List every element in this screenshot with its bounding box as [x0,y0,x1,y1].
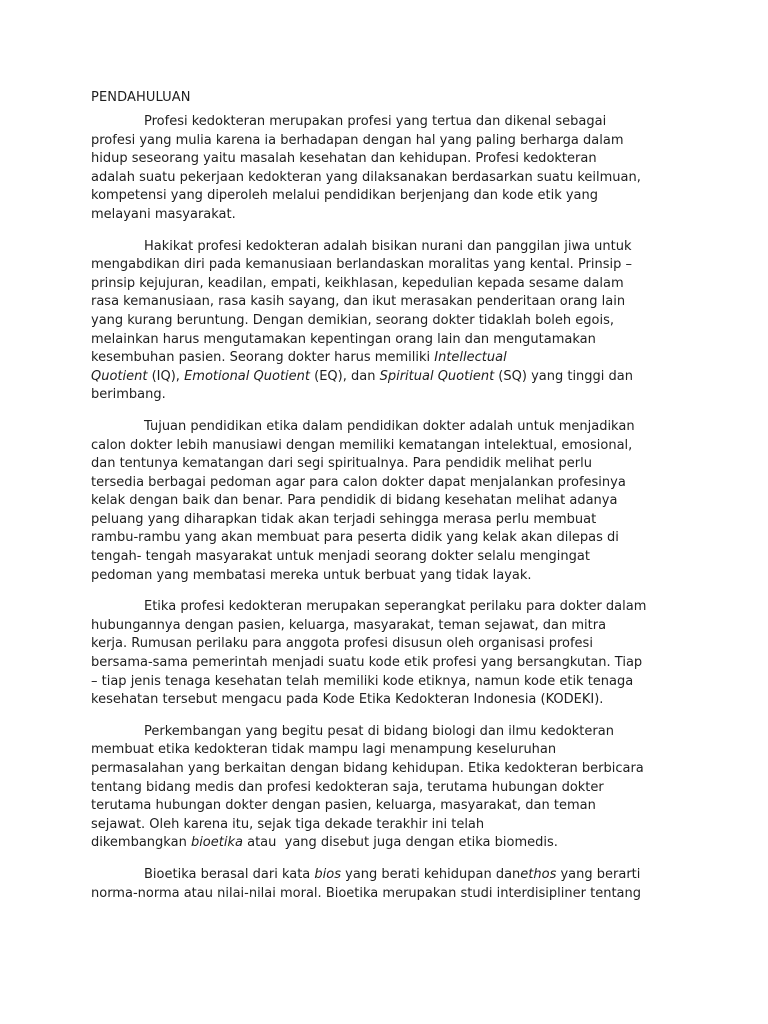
paragraph-line: terutama hubungan dokter dengan pasien, keluarga, masyarakat, dan teman [91,798,596,814]
paragraph-2 [91,238,678,405]
paragraph-line: bersama-sama pemerintah menjadi suatu kode etik profesi yang bersangkutan. Tiap [91,655,643,671]
paragraph-line [91,866,678,885]
paragraph-line: tengah- tengah masyarakat untuk menjadi seorang dokter selalu mengingat [91,549,590,565]
paragraph-line: permasalahan yang berkaitan dengan bidang kehidupan. Etika kedokteran berbicara [91,761,644,776]
paragraph-line: kerja. Rumusan perilaku para anggota profesi disusun oleh organisasi profesi [91,636,593,652]
text-run: atau yang disebut juga dengan etika biomedis. [242,835,558,851]
text-run: yang berarti [556,866,641,882]
paragraph-line: Etika profesi kedokteran merupakan seperangkat perilaku para dokter dalam [144,599,647,615]
paragraph-line: kompetensi yang diperoleh melalui pendidikan berjenjang dan kode etik yang [91,188,599,204]
paragraph-line: norma-norma atau nilai-nilai moral. Bioetika merupakan studi interdisipliner tentang [91,885,641,901]
italic-term: Spiritual Quotient [379,368,495,384]
paragraph-line: Hakikat profesi kedokteran adalah bisikan nurani dan panggilan jiwa untuk [144,238,632,254]
paragraph-line: adalah suatu pekerjaan kedokteran yang dilaksanakan berdasarkan suatu keilmuan, [91,169,641,185]
text-run: Bioetika berasal dari kata [144,866,315,882]
paragraph-line: rambu-rambu yang akan membuat para peserta didik yang kelak akan dilepas di [91,530,619,546]
paragraph-line: Profesi kedokteran merupakan profesi yang tertua dan dikenal sebagai [144,114,607,129]
paragraph-line: Perkembangan yang begitu pesat di bidang biologi dan ilmu kedokteran [144,723,614,739]
paragraph-line: sejawat. Oleh karena itu, sejak tiga dekade terakhir ini telah [91,816,485,832]
italic-term: ethos [520,866,557,882]
paragraph-4 [91,598,678,710]
text-run: dikembangkan [91,835,191,851]
text-run: yang berati kehidupan dan [341,866,521,882]
paragraph-line: hidup seseorang yaitu masalah kesehatan dan kehidupan. Profesi kedokteran [91,151,597,167]
paragraph-6 [91,866,678,903]
paragraph-5 [91,723,678,853]
paragraph-line: hubungannya dengan pasien, keluarga, masyarakat, teman sejawat, dan mitra [91,617,607,633]
paragraph-line: melainkan harus mengutamakan kepentingan orang lain dan mengutamakan [91,331,596,347]
paragraph-line: mengabdikan diri pada kemanusiaan berlandaskan moralitas yang kental. Prinsip – [91,257,633,273]
paragraph-line [91,368,678,387]
text-run: kesembuhan pasien. Seorang dokter harus memiliki [91,350,435,366]
paragraph-line: peluang yang diharapkan tidak akan terjadi sehingga merasa perlu membuat [91,511,597,527]
paragraph-line: profesi yang mulia karena ia berhadapan dengan hal yang paling berharga dalam [91,132,624,148]
paragraph-line: calon dokter lebih manusiawi dengan memiliki kematangan intelektual, emosional, [91,437,633,453]
paragraph-line: – tiap jenis tenaga kesehatan telah memiliki kode etiknya, namun kode etik tenaga [91,673,634,689]
paragraph-line: kelak dengan baik dan benar. Para pendidik di bidang kesehatan melihat adanya [91,493,618,509]
document-page [91,89,678,903]
text-run: (IQ), [147,368,185,384]
paragraph-1 [91,113,678,225]
text-run: (EQ), dan [310,368,380,384]
italic-term: Emotional Quotient [184,368,310,384]
paragraph-line: dan tentunya kematangan dari segi spiritualnya. Para pendidik melihat perlu [91,456,592,472]
paragraph-line: berimbang. [91,387,166,403]
italic-term: Intellectual [434,350,507,366]
paragraph-line: rasa kemanusiaan, rasa kasih sayang, dan ikut merasakan penderitaan orang lain [91,294,626,310]
paragraph-line: prinsip kejujuran, keadilan, empati, keikhlasan, kepedulian kepada sesame dalam [91,275,624,291]
page-title: PENDAHULUAN [91,90,191,105]
paragraph-line: pedoman yang membatasi mereka untuk berbuat yang tidak layak. [91,567,532,583]
paragraph-line: yang kurang beruntung. Dengan demikian, seorang dokter tidaklah boleh egois, [91,312,615,328]
paragraph-3 [91,418,678,585]
paragraph-line: tersedia berbagai pedoman agar para calon dokter dapat menjalankan profesinya [91,474,626,490]
italic-term: bios [314,866,341,882]
paragraph-line: tentang bidang medis dan profesi kedokteran saja, terutama hubungan dokter [91,779,604,795]
text-run: (SQ) yang tinggi dan [494,368,634,384]
paragraph-line: membuat etika kedokteran tidak mampu lagi menampung keseluruhan [91,742,557,758]
paragraph-line [91,349,678,368]
paragraph-line [91,834,678,853]
italic-term: Quotient [91,368,148,384]
paragraph-line: kesehatan tersebut mengacu pada Kode Etika Kedokteran Indonesia (KODEKI). [91,692,604,708]
italic-term: bioetika [190,835,243,851]
paragraph-line: melayani masyarakat. [91,206,236,222]
paragraph-line: Tujuan pendidikan etika dalam pendidikan dokter adalah untuk menjadikan [144,418,635,434]
